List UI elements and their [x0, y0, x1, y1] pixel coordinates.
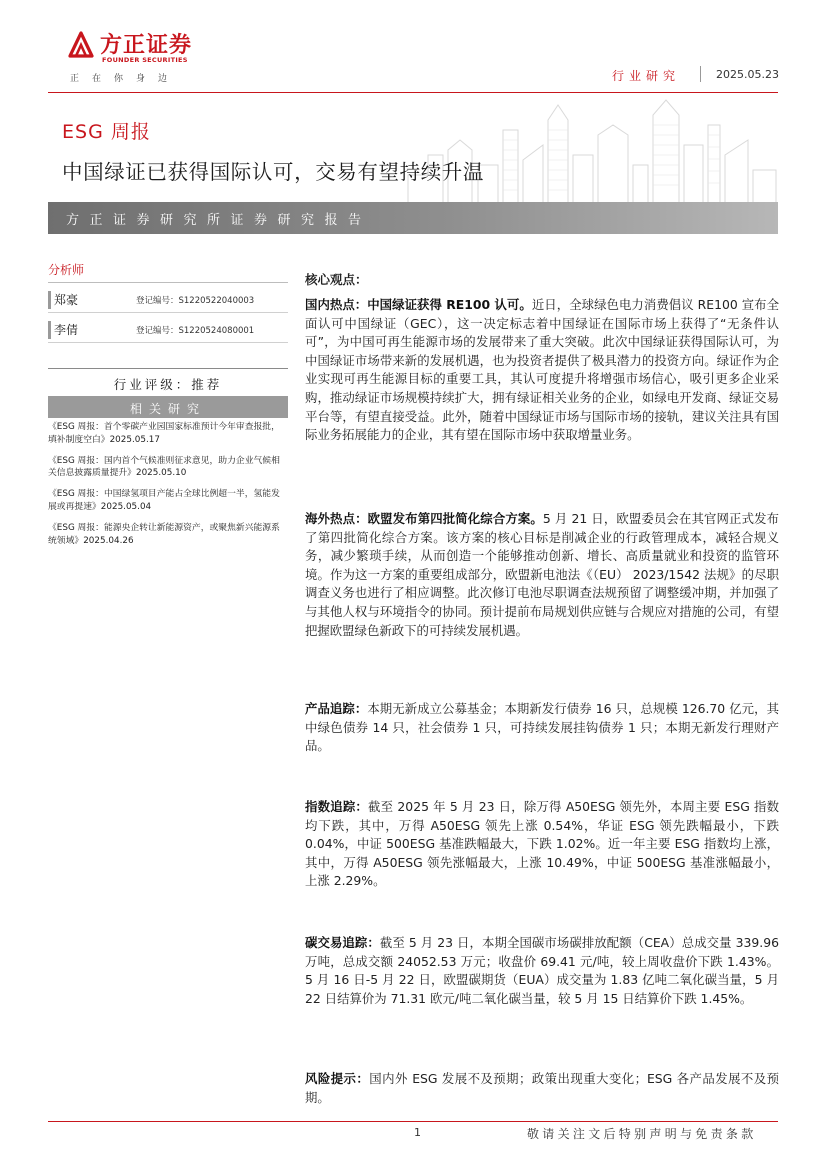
- section-body: 5 月 21 日，欧盟委员会在其官网正式发布了第四批简化综合方案。该方案的核心目标是削减企业的行政管理成本，减轻合规义务，减少繁琐手续，从而创造一个能够推动创新、增长、高质量就业和投资的监管环境。作为这一方案的重要组成部分，欧盟新电池法《（EU） 2023/1542 法规》的尽职调查义务也进行了相应调整。此次修订电池尽职调查法规预留了调整缓冲期，并加强了与其他人权与环境指令的协同。预计提前布局规划供应链与合规应对措施的公司，有望把握欧盟绿色新政下的可持续发展机遇。: [305, 511, 780, 638]
- logo-text-cn: 方正证券: [100, 33, 193, 58]
- header-divider: [48, 92, 778, 93]
- analyst-divider: [48, 312, 288, 313]
- analyst-header: 分析师: [48, 263, 85, 277]
- risk-warning-paragraph: [305, 1070, 779, 1107]
- section-body: 国内外 ESG 发展不及预期；政策出现重大变化；ESG 各产品发展不及预期。: [305, 1071, 779, 1105]
- section-body: 本期无新成立公募基金；本期新发行债券 16 只，总规模 126.70 亿元，其中绿色债券 14 只，社会债券 1 只，可持续发展挂钩债券 1 只；本期无新发行理财产品。: [305, 701, 779, 754]
- institute-bar: [48, 202, 778, 234]
- section-body: 截至 2025 年 5 月 23 日，除万得 A50ESG 领先外，本周主要 ESG 指数均下跌，其中，万得 A50ESG 领先上涨 0.54%，华证 ESG 领先跌幅最小，下跌 0.04%，中证 500ESG 基准跌幅最大，下跌 1.02%。近一年主要 ESG 指数均上涨，其中，万得 A50ESG 领先涨幅最大，上涨 10.49%，中证 500ESG 基准涨幅最小，上涨 2.29%。: [305, 799, 779, 889]
- institute-label: 方正证券研究所证券研究报告: [66, 213, 372, 228]
- related-research-header: [48, 396, 288, 418]
- page-header: [0, 0, 826, 95]
- section-lead: 产品追踪：: [305, 701, 368, 716]
- header-separator: [700, 66, 701, 82]
- footer-divider: [48, 1121, 778, 1122]
- section-lead: 海外热点：欧盟发布第四批简化综合方案。: [305, 511, 543, 526]
- report-category: 行业研究: [612, 69, 681, 83]
- core-view-heading: 核心观点：: [305, 272, 368, 287]
- industry-rating-text: 行业评级：推荐: [113, 377, 223, 392]
- domestic-hotspot-paragraph: [305, 296, 779, 445]
- section-body: 截至 5 月 23 日，本期全国碳市场碳排放配额（CEA）总成交量 339.96 万吨，总成交额 24052.53 万元；收盘价 69.41 元/吨，较上周收盘价下跌 1.43%。5 月 16 日-5 月 22 日，欧盟碳期货（EUA）成交量为 1.83 亿吨二氧化碳当量，5 月 22 日结算价为 71.31 欧元/吨二氧化碳当量，较 5 月 15 日结算价下跌 1.45%。: [305, 935, 780, 1006]
- section-lead: 指数追踪：: [305, 799, 369, 814]
- related-research-link[interactable]: 《ESG 周报：能源央企转让新能源资产，或聚焦新兴能源系统领域》2025.04.26: [48, 522, 280, 546]
- related-research-list: [48, 421, 288, 555]
- analyst-registration: 登记编号：S1220524080001: [136, 326, 255, 336]
- analyst-marker: [48, 291, 51, 309]
- analyst-entry: [48, 287, 288, 313]
- related-research-link[interactable]: 《ESG 周报：中国绿氢项目产能占全球比例超一半，氢能发展或再提速》2025.05.04: [48, 489, 280, 512]
- title-banner: [48, 95, 778, 240]
- logo-text-en: FOUNDER SECURITIES: [102, 56, 188, 64]
- report-date: 2025.05.23: [716, 68, 779, 81]
- analyst-name: 郑豪: [54, 293, 79, 307]
- section-lead: 风险提示：: [305, 1071, 370, 1086]
- page-number: 1: [414, 1126, 421, 1139]
- carbon-trading-paragraph: [305, 934, 779, 1008]
- report-title: 中国绿证已获得国际认可，交易有望持续升温: [62, 160, 484, 184]
- footer-disclaimer: 敬请关注文后特别声明与免责条款: [527, 1127, 757, 1141]
- analyst-registration: 登记编号：S1220522040003: [136, 296, 255, 306]
- product-tracking-paragraph: [305, 700, 779, 756]
- industry-rating: [48, 368, 288, 394]
- index-tracking-paragraph: [305, 798, 779, 891]
- related-research-link[interactable]: 《ESG 周报：首个零碳产业园国家标准预计今年审查报批，填补制度空白》2025.05.17: [48, 422, 280, 445]
- report-type-label: ESG 周报: [62, 121, 151, 143]
- analyst-divider: [48, 342, 288, 343]
- overseas-hotspot-paragraph: [305, 510, 779, 640]
- section-lead: 国内热点：中国绿证获得 RE100 认可。: [305, 297, 532, 312]
- analyst-entry: [48, 317, 288, 343]
- analyst-header-divider: [48, 282, 288, 283]
- related-research-link[interactable]: 《ESG 周报：国内首个气候准则征求意见，助力企业气候相关信息披露质量提升》2025.05.10: [48, 455, 280, 479]
- analyst-name: 李倩: [54, 323, 79, 337]
- company-slogan: 正在你身边: [70, 74, 181, 84]
- section-lead: 碳交易追踪：: [305, 935, 380, 950]
- related-research-title: 相关研究: [129, 402, 206, 416]
- founder-logo-icon: [66, 30, 96, 60]
- section-body: 近日，全球绿色电力消费倡议 RE100 宣布全面认可中国绿证（GEC），这一决定标志着中国绿证在国际市场上获得了“无条件认可”，为中国可再生能源市场的发展带来了重大突破。此次中国绿证获得国际认可，为中国绿证市场带来新的发展机遇，也为投资者提供了极具潜力的投资方向。绿证作为企业实现可再生能源目标的重要工具，其认可度提升将增强市场信心，吸引更多企业采购，推动绿证市场规模持续扩大，拥有绿证相关业务的企业，如绿电开发商、绿证交易平台等，有望直接受益。此外，随着中国绿证市场与国际市场的接轨，建议关注具有国际业务拓展能力的企业，其有望在国际市场中获取增量业务。: [305, 297, 780, 443]
- analyst-marker: [48, 321, 51, 339]
